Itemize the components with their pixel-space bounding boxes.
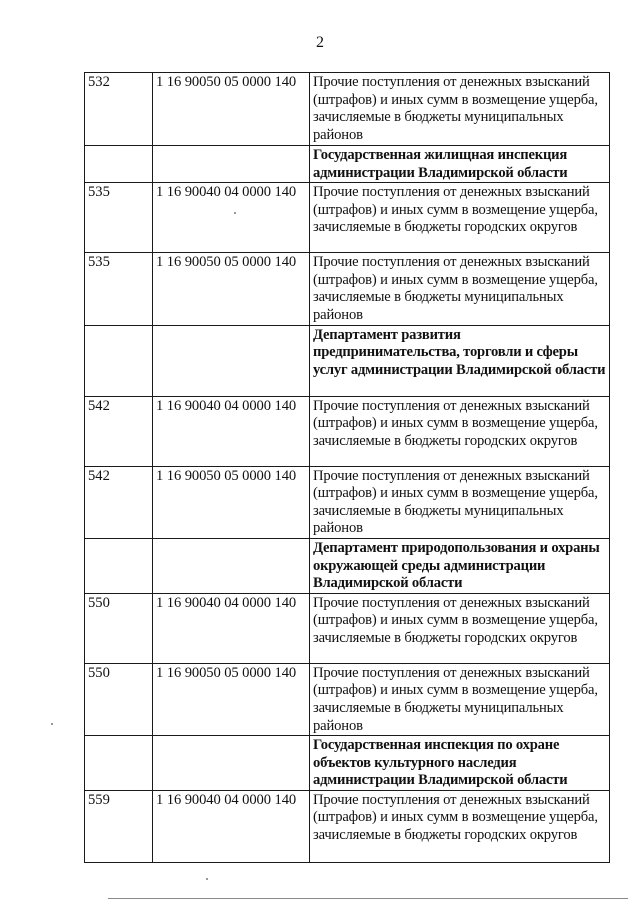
scan-edge-line: [108, 898, 628, 899]
table-row: [85, 593, 610, 663]
scan-speck: [51, 723, 53, 725]
income-name-cell: Прочие поступления от денежных взысканий (штрафов) и иных сумм в возмещение ущерба, зачисляемые в бюджеты муниципальных районов: [310, 73, 610, 146]
table-row: [85, 663, 610, 735]
table-body: [85, 73, 610, 863]
budget-code-cell: 1 16 90040 04 0000 140: [153, 396, 310, 466]
budget-code-cell: 1 16 90040 04 0000 140: [153, 593, 310, 663]
income-name-cell: Прочие поступления от денежных взысканий (штрафов) и иных сумм в возмещение ущерба, зачисляемые в бюджеты городских округов: [310, 593, 610, 663]
table-row: [85, 73, 610, 146]
budget-code-cell: 1 16 90050 05 0000 140: [153, 253, 310, 325]
admin-code-cell: 542: [85, 466, 153, 538]
income-name-cell: Прочие поступления от денежных взысканий (штрафов) и иных сумм в возмещение ущерба, зачисляемые в бюджеты городских округов: [310, 396, 610, 466]
admin-code-cell: 559: [85, 790, 153, 862]
department-row: [85, 736, 610, 791]
budget-code-cell: [153, 325, 310, 396]
admin-code-cell: 535: [85, 183, 153, 253]
admin-code-cell: [85, 736, 153, 791]
budget-codes-table: [84, 72, 610, 863]
budget-code-cell: 1 16 90050 05 0000 140: [153, 466, 310, 538]
page-number: 2: [316, 34, 324, 51]
income-name-cell: Прочие поступления от денежных взысканий (штрафов) и иных сумм в возмещение ущерба, зачисляемые в бюджеты городских округов: [310, 183, 610, 253]
admin-code-cell: 542: [85, 396, 153, 466]
table-row: [85, 790, 610, 862]
department-name-cell: Государственная жилищная инспекция администрации Владимирской области: [310, 146, 610, 183]
department-name-cell: Департамент развития предпринимательства, торговли и сферы услуг администрации Владимирской области: [310, 325, 610, 396]
table-row: [85, 183, 610, 253]
table-row: [85, 253, 610, 325]
department-row: [85, 538, 610, 593]
budget-code-cell: [153, 146, 310, 183]
income-name-cell: Прочие поступления от денежных взысканий (штрафов) и иных сумм в возмещение ущерба, зачисляемые в бюджеты муниципальных районов: [310, 466, 610, 538]
scan-speck: [206, 878, 208, 880]
department-row: [85, 325, 610, 396]
admin-code-cell: 550: [85, 593, 153, 663]
table-row: [85, 466, 610, 538]
table-row: [85, 396, 610, 466]
admin-code-cell: [85, 325, 153, 396]
budget-code-cell: [153, 538, 310, 593]
budget-code-cell: [153, 736, 310, 791]
admin-code-cell: 550: [85, 663, 153, 735]
budget-code-cell: 1 16 90050 05 0000 140: [153, 73, 310, 146]
scan-speck: [234, 212, 236, 214]
income-name-cell: Прочие поступления от денежных взысканий (штрафов) и иных сумм в возмещение ущерба, зачисляемые в бюджеты муниципальных районов: [310, 253, 610, 325]
department-name-cell: Департамент природопользования и охраны окружающей среды администрации Владимирской области: [310, 538, 610, 593]
admin-code-cell: [85, 538, 153, 593]
income-name-cell: Прочие поступления от денежных взысканий (штрафов) и иных сумм в возмещение ущерба, зачисляемые в бюджеты городских округов: [310, 790, 610, 862]
admin-code-cell: 532: [85, 73, 153, 146]
budget-code-cell: 1 16 90040 04 0000 140: [153, 183, 310, 253]
department-name-cell: Государственная инспекция по охране объектов культурного наследия администрации Владимирской области: [310, 736, 610, 791]
department-row: [85, 146, 610, 183]
income-name-cell: Прочие поступления от денежных взысканий (штрафов) и иных сумм в возмещение ущерба, зачисляемые в бюджеты муниципальных районов: [310, 663, 610, 735]
budget-code-cell: 1 16 90050 05 0000 140: [153, 663, 310, 735]
budget-code-cell: 1 16 90040 04 0000 140: [153, 790, 310, 862]
admin-code-cell: [85, 146, 153, 183]
admin-code-cell: 535: [85, 253, 153, 325]
